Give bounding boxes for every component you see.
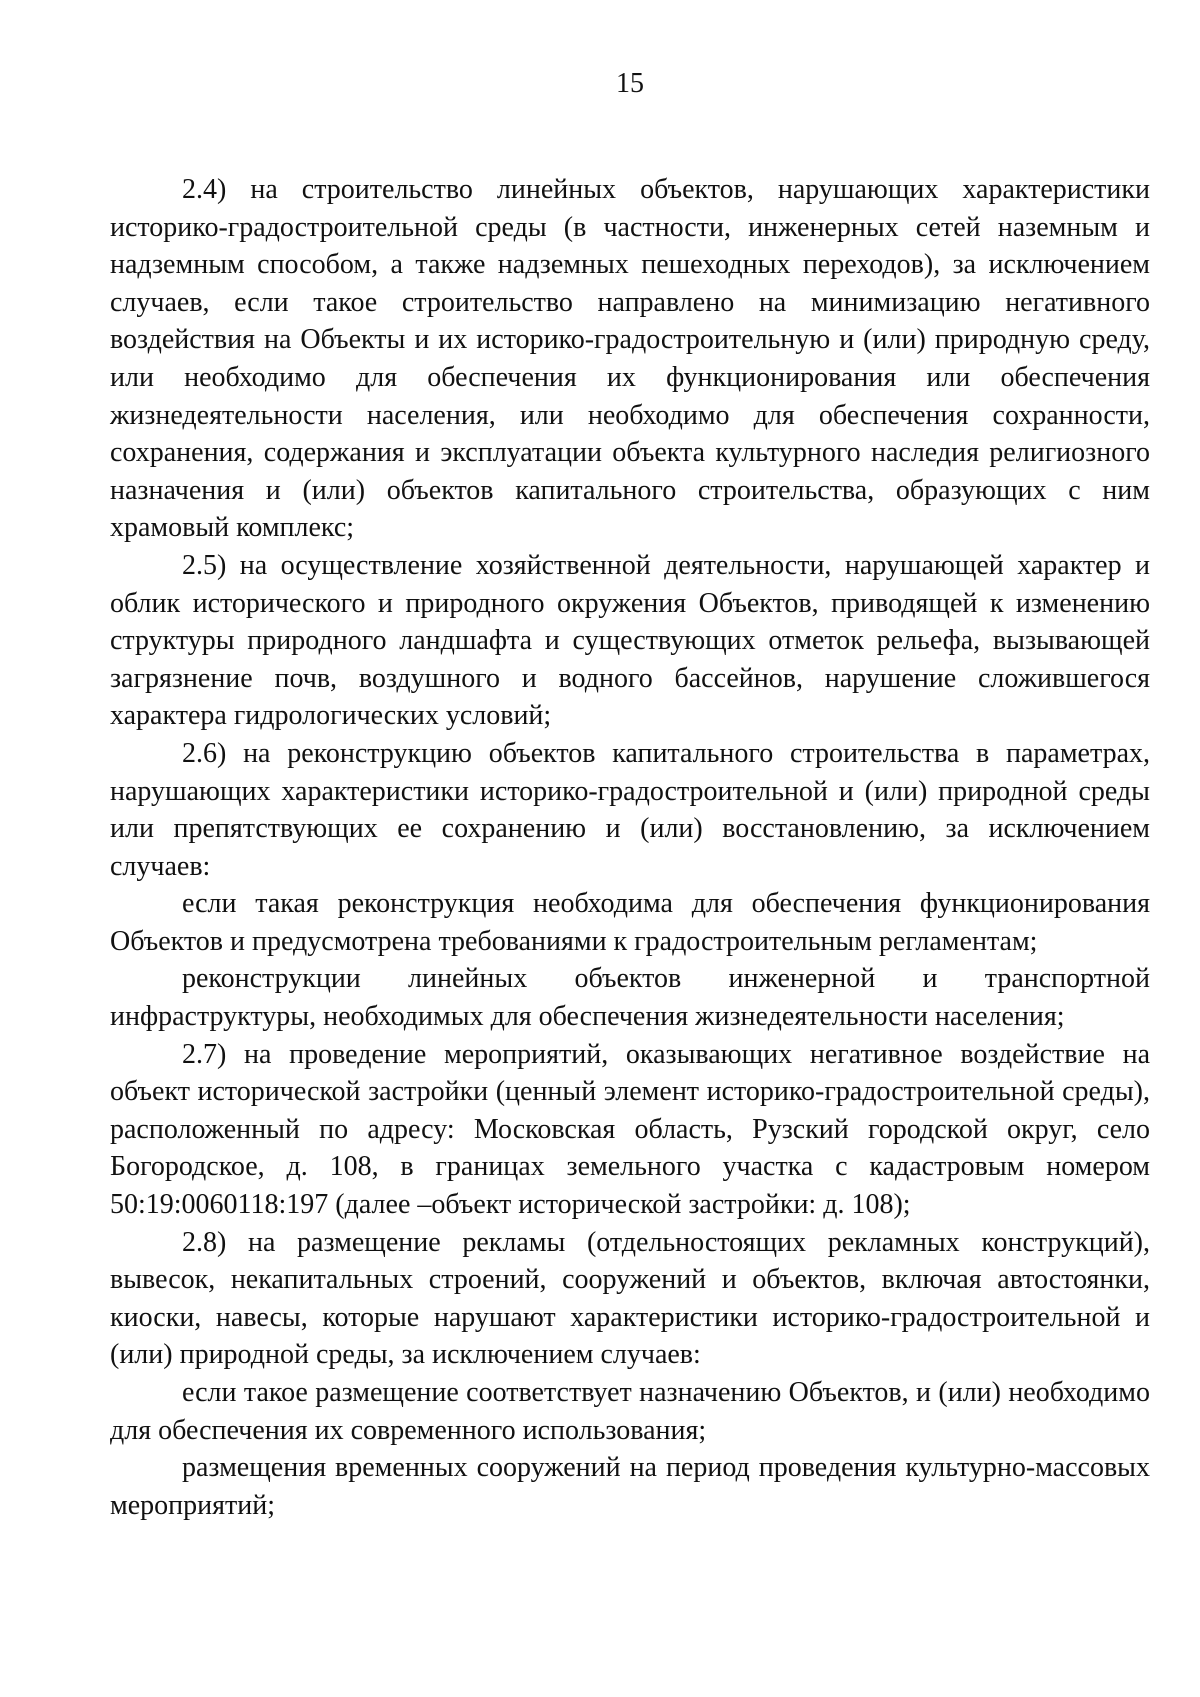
paragraph-2-6: 2.6) на реконструкцию объектов капитального строительства в параметрах, нарушающих характеристики историко-градостроительной и (или) природной среды или препятствующих ее сохранению и (или) восстановлению, за исключением случаев: bbox=[110, 737, 1150, 882]
document-body bbox=[110, 171, 1150, 1524]
paragraph-2-4: 2.4) на строительство линейных объектов, нарушающих характеристики историко-градостроительной среды (в частности, инженерных сетей наземным и надземным способом, а также надземных пешеходных переходов), за исключением случаев, если такое строительство направлено на минимизацию негативного воздействия на Объекты и их историко-градостроительную и (или) природную среду, или необходимо для обеспечения их функционирования или обеспечения жизнедеятельности населения, или необходимо для обеспечения сохранности, сохранения, содержания и эксплуатации объекта культурного наследия религиозного назначения и (или) объектов капитального строительства, образующих с ним храмовый комплекс; bbox=[110, 174, 1150, 544]
paragraph-2-6-exception-1: если такая реконструкция необходима для обеспечения функционирования Объектов и предусмотрена требованиями к градостроительным регламентам; bbox=[110, 888, 1150, 957]
paragraph-2-8: 2.8) на размещение рекламы (отдельностоящих рекламных конструкций), вывесок, некапитальных строений, сооружений и объектов, включая автостоянки, киоски, навесы, которые нарушают характеристики историко-градостроительной и (или) природной среды, за исключением случаев: bbox=[110, 1226, 1150, 1371]
page-number: 15 bbox=[616, 68, 644, 99]
paragraph-2-5: 2.5) на осуществление хозяйственной деятельности, нарушающей характер и облик исторического и природного окружения Объектов, приводящей к изменению структуры природного ландшафта и существующих отметок рельефа, вызывающей загрязнение почв, воздушного и водного бассейнов, нарушение сложившегося характера гидрологических условий; bbox=[110, 549, 1150, 732]
paragraph-2-7: 2.7) на проведение мероприятий, оказывающих негативное воздействие на объект исторической застройки (ценный элемент историко-градостроительной среды), расположенный по адресу: Московская область, Рузский городской округ, село Богородское, д. 108, в границах земельного участка с кадастровым номером 50:19:0060118:197 (далее –объект исторической застройки: д. 108); bbox=[110, 1038, 1150, 1221]
paragraph-2-6-exception-2: реконструкции линейных объектов инженерной и транспортной инфраструктуры, необходимых для обеспечения жизнедеятельности населения; bbox=[110, 963, 1150, 1033]
paragraph-2-8-exception-2: размещения временных сооружений на период проведения культурно-массовых мероприятий; bbox=[110, 1452, 1150, 1521]
paragraph-2-8-exception-1: если такое размещение соответствует назначению Объектов, и (или) необходимо для обеспечения их современного использования; bbox=[110, 1377, 1150, 1446]
